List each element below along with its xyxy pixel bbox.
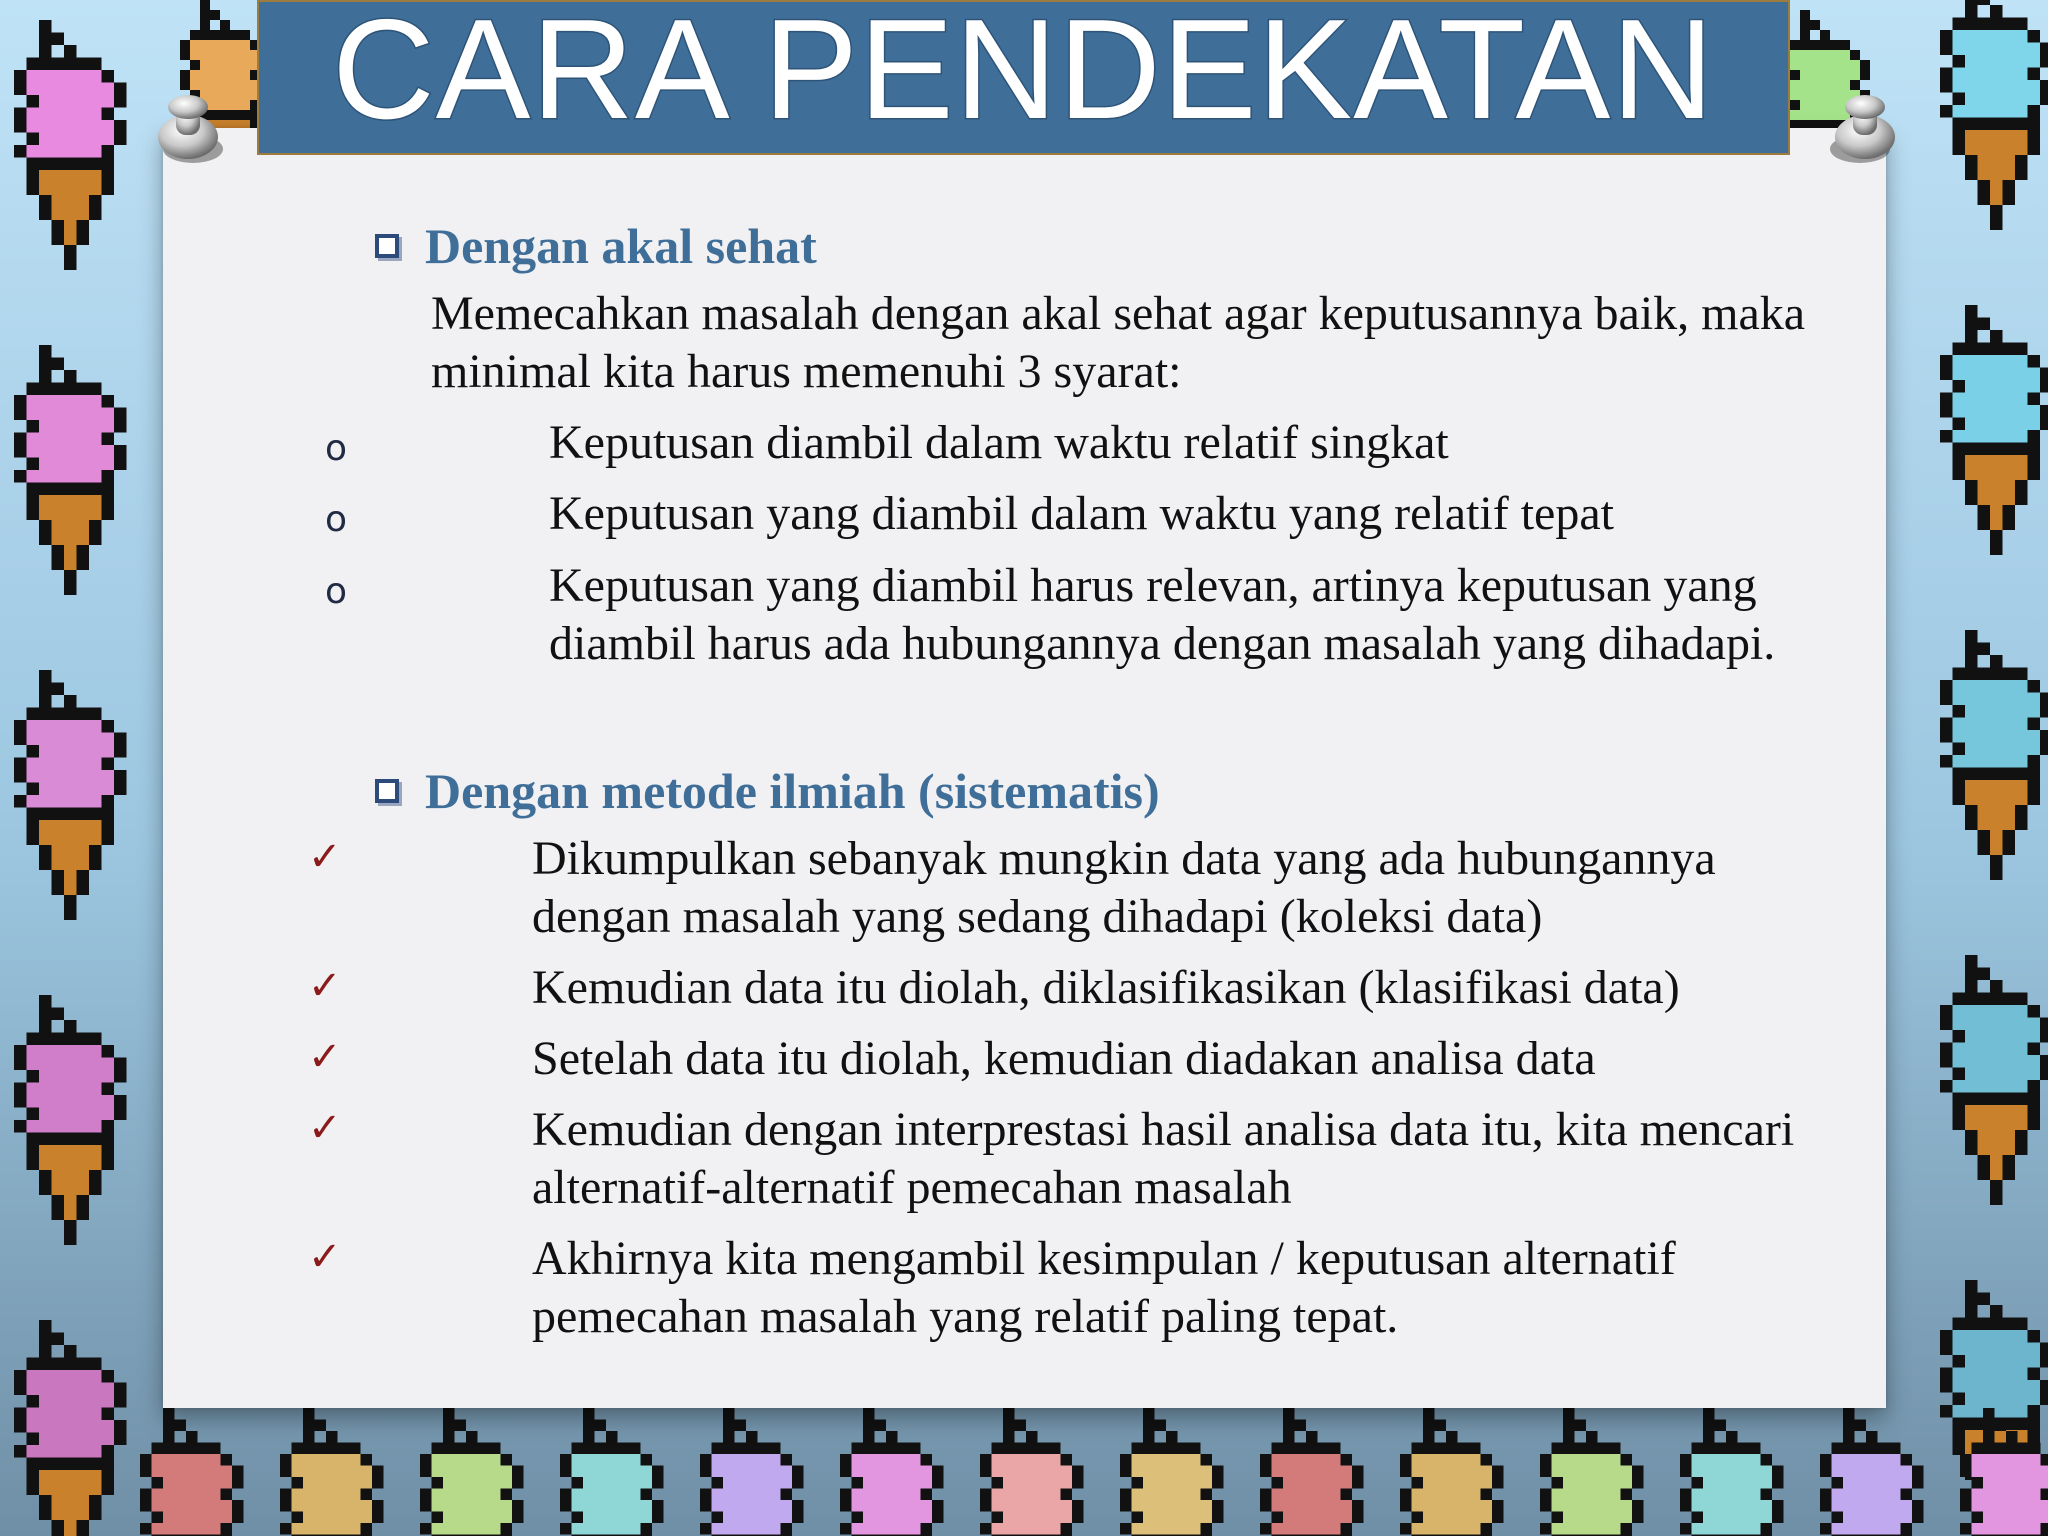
circle-bullet-icon: o <box>325 571 348 612</box>
check-item-continuation: alternatif-alternatif pemecahan masalah <box>532 1161 1292 1214</box>
pixel-icecream-icon <box>1540 1408 1644 1536</box>
title-banner <box>257 0 1790 155</box>
page-title: CARA PENDEKATAN <box>332 0 1715 149</box>
pixel-icecream-icon <box>14 1320 127 1536</box>
slide-content <box>163 128 1886 1408</box>
checkmark-icon: ✓ <box>308 963 342 1009</box>
pixel-icecream-icon <box>1940 0 2048 230</box>
section-heading-text: Dengan akal sehat <box>425 218 817 274</box>
check-item: Setelah data itu diolah, kemudian diadakan analisa data <box>532 1032 1596 1085</box>
pixel-icecream-icon <box>1260 1408 1364 1536</box>
pixel-icecream-icon <box>280 1408 384 1536</box>
pixel-icecream-icon <box>840 1408 944 1536</box>
list-item: Keputusan diambil dalam waktu relatif singkat <box>549 416 1449 469</box>
square-bullet-icon <box>375 234 399 258</box>
intro-line-1: Memecahkan masalah dengan akal sehat agar keputusannya baik, maka <box>431 287 1806 340</box>
pixel-icecream-icon <box>980 1408 1084 1536</box>
pixel-icecream-icon <box>1820 1408 1924 1536</box>
circle-bullet-icon: o <box>325 499 348 540</box>
circle-bullet-icon: o <box>325 428 348 469</box>
square-bullet-icon <box>375 779 399 803</box>
pixel-icecream-icon <box>560 1408 664 1536</box>
pixel-icecream-icon <box>1680 1408 1784 1536</box>
list-item: Keputusan yang diambil harus relevan, artinya keputusan yang <box>549 559 1757 612</box>
checkmark-icon: ✓ <box>308 834 342 880</box>
pixel-icecream-icon <box>14 345 127 595</box>
pixel-icecream-icon <box>700 1408 804 1536</box>
pixel-icecream-icon <box>420 1408 524 1536</box>
checkmark-icon: ✓ <box>308 1234 342 1280</box>
list-item: Keputusan yang diambil dalam waktu yang relatif tepat <box>549 487 1614 540</box>
check-item-continuation: dengan masalah yang sedang dihadapi (koleksi data) <box>532 890 1543 943</box>
push-pin-icon <box>1820 87 1910 177</box>
intro-line-2: minimal kita harus memenuhi 3 syarat: <box>431 345 1182 398</box>
pixel-icecream-icon <box>14 670 127 920</box>
pixel-icecream-icon <box>140 1408 244 1536</box>
check-item: Kemudian data itu diolah, diklasifikasikan (klasifikasi data) <box>532 961 1680 1014</box>
pixel-icecream-icon <box>1400 1408 1504 1536</box>
checkmark-icon: ✓ <box>308 1105 342 1151</box>
list-item-continuation: diambil harus ada hubungannya dengan masalah yang dihadapi. <box>549 617 1776 670</box>
check-item-continuation: pemecahan masalah yang relatif paling tepat. <box>532 1290 1399 1343</box>
pixel-icecream-icon <box>1940 955 2048 1205</box>
pixel-icecream-icon <box>1940 630 2048 880</box>
note-paper <box>163 128 1886 1408</box>
pixel-icecream-icon <box>14 20 127 270</box>
checkmark-icon: ✓ <box>308 1034 342 1080</box>
pixel-icecream-icon <box>14 995 127 1245</box>
section-heading-metode-ilmiah <box>375 763 1160 819</box>
section-heading-text: Dengan metode ilmiah (sistematis) <box>425 763 1160 819</box>
check-item: Dikumpulkan sebanyak mungkin data yang ada hubungannya <box>532 832 1716 885</box>
push-pin-icon <box>143 87 233 177</box>
check-item: Akhirnya kita mengambil kesimpulan / keputusan alternatif <box>532 1232 1676 1285</box>
section-heading-akal-sehat <box>375 218 817 274</box>
check-item: Kemudian dengan interprestasi hasil analisa data itu, kita mencari <box>532 1103 1795 1156</box>
pixel-icecream-icon <box>1120 1408 1224 1536</box>
